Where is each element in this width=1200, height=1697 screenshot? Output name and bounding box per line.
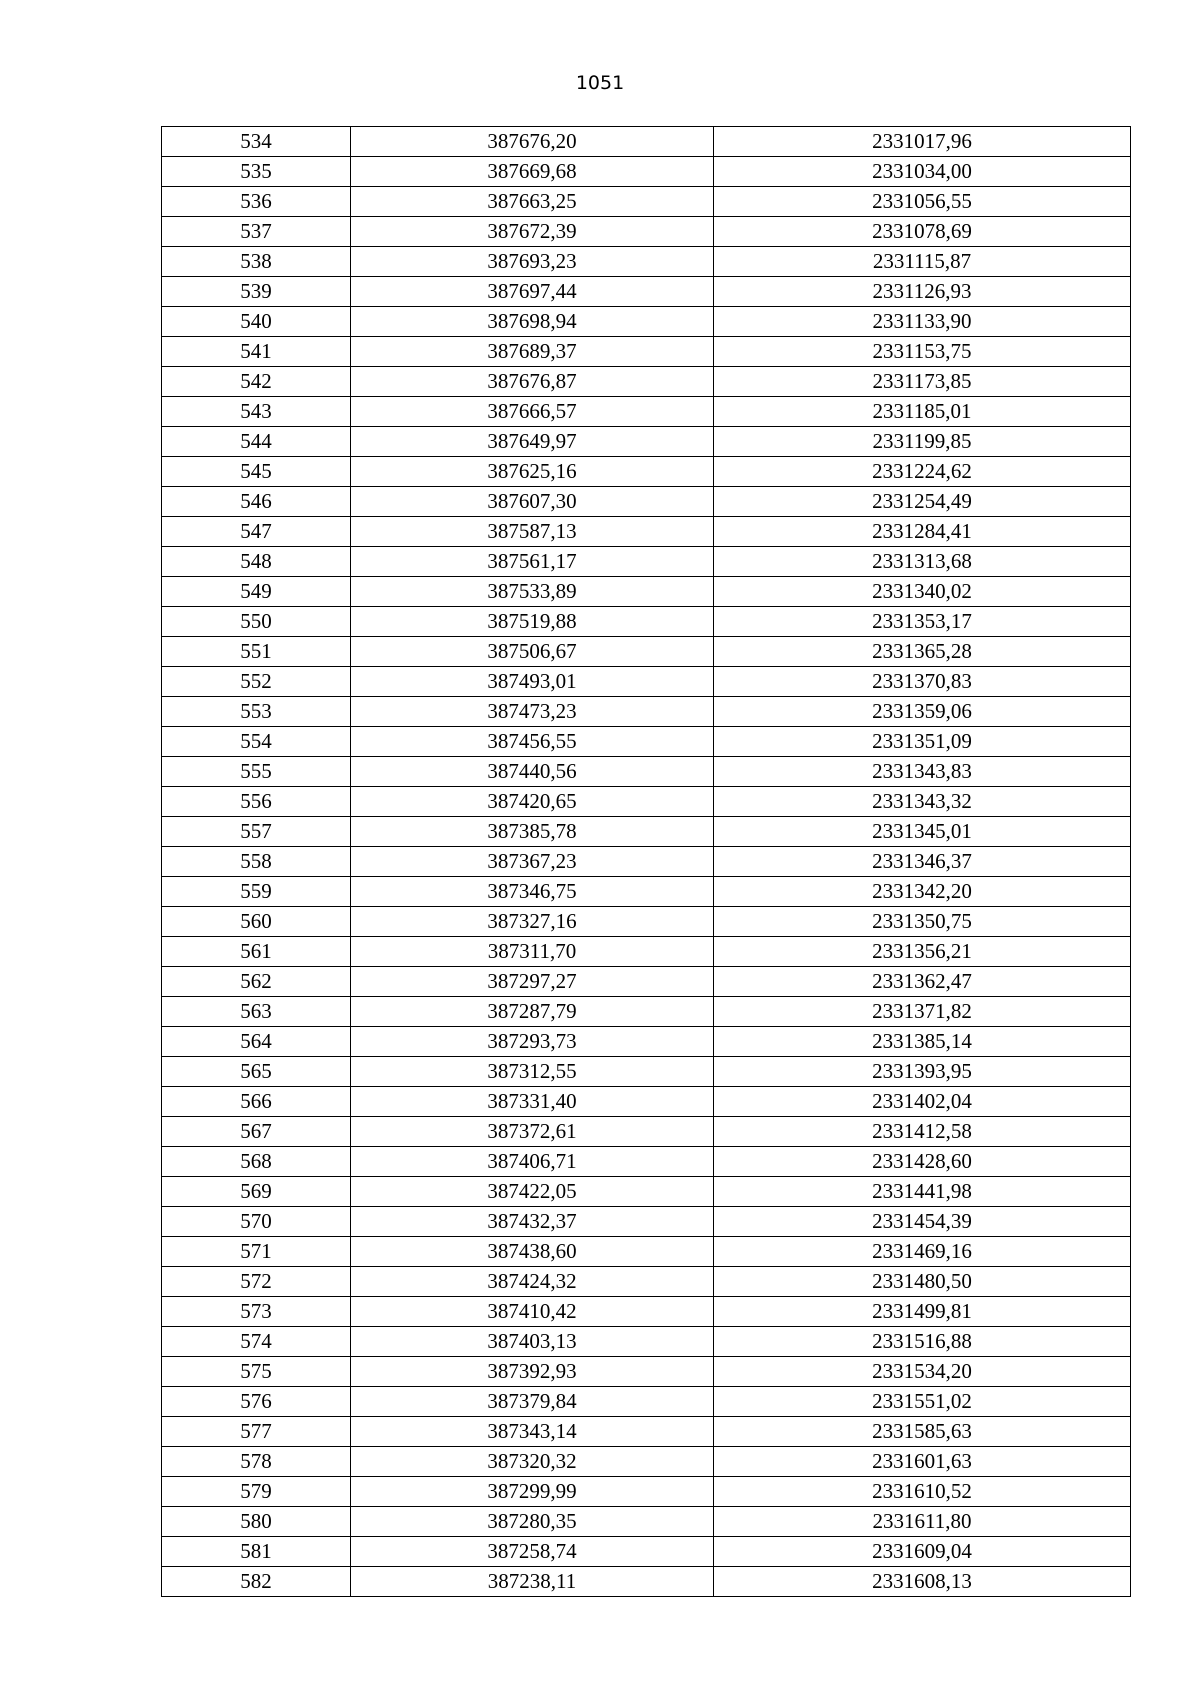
x-coordinate-cell: 387320,32	[351, 1447, 714, 1477]
table-row	[162, 997, 1131, 1027]
y-coordinate-cell: 2331034,00	[714, 157, 1131, 187]
table-row	[162, 937, 1131, 967]
x-coordinate-cell: 387293,73	[351, 1027, 714, 1057]
table-row	[162, 1507, 1131, 1537]
table-row	[162, 1387, 1131, 1417]
x-coordinate-cell: 387343,14	[351, 1417, 714, 1447]
x-coordinate-cell: 387676,20	[351, 127, 714, 157]
table-row	[162, 1267, 1131, 1297]
x-coordinate-cell: 387406,71	[351, 1147, 714, 1177]
point-number-cell: 561	[162, 937, 351, 967]
y-coordinate-cell: 2331342,20	[714, 877, 1131, 907]
table-row	[162, 1147, 1131, 1177]
point-number-cell: 548	[162, 547, 351, 577]
point-number-cell: 540	[162, 307, 351, 337]
y-coordinate-cell: 2331115,87	[714, 247, 1131, 277]
point-number-cell: 562	[162, 967, 351, 997]
point-number-cell: 581	[162, 1537, 351, 1567]
y-coordinate-cell: 2331056,55	[714, 187, 1131, 217]
y-coordinate-cell: 2331385,14	[714, 1027, 1131, 1057]
point-number-cell: 555	[162, 757, 351, 787]
y-coordinate-cell: 2331313,68	[714, 547, 1131, 577]
table-row	[162, 1567, 1131, 1597]
y-coordinate-cell: 2331284,41	[714, 517, 1131, 547]
table-row	[162, 637, 1131, 667]
x-coordinate-cell: 387625,16	[351, 457, 714, 487]
y-coordinate-cell: 2331428,60	[714, 1147, 1131, 1177]
point-number-cell: 556	[162, 787, 351, 817]
y-coordinate-cell: 2331393,95	[714, 1057, 1131, 1087]
y-coordinate-cell: 2331078,69	[714, 217, 1131, 247]
coordinates-table	[161, 126, 1131, 1597]
table-row	[162, 1477, 1131, 1507]
table-row	[162, 1417, 1131, 1447]
x-coordinate-cell: 387456,55	[351, 727, 714, 757]
x-coordinate-cell: 387438,60	[351, 1237, 714, 1267]
table-row	[162, 1027, 1131, 1057]
y-coordinate-cell: 2331611,80	[714, 1507, 1131, 1537]
point-number-cell: 537	[162, 217, 351, 247]
point-number-cell: 565	[162, 1057, 351, 1087]
point-number-cell: 542	[162, 367, 351, 397]
point-number-cell: 577	[162, 1417, 351, 1447]
table-row	[162, 397, 1131, 427]
y-coordinate-cell: 2331346,37	[714, 847, 1131, 877]
table-row	[162, 1537, 1131, 1567]
table-row	[162, 217, 1131, 247]
y-coordinate-cell: 2331351,09	[714, 727, 1131, 757]
y-coordinate-cell: 2331469,16	[714, 1237, 1131, 1267]
x-coordinate-cell: 387258,74	[351, 1537, 714, 1567]
table-row	[162, 667, 1131, 697]
point-number-cell: 579	[162, 1477, 351, 1507]
table-row	[162, 727, 1131, 757]
y-coordinate-cell: 2331224,62	[714, 457, 1131, 487]
point-number-cell: 549	[162, 577, 351, 607]
x-coordinate-cell: 387410,42	[351, 1297, 714, 1327]
x-coordinate-cell: 387697,44	[351, 277, 714, 307]
table-row	[162, 427, 1131, 457]
x-coordinate-cell: 387424,32	[351, 1267, 714, 1297]
y-coordinate-cell: 2331359,06	[714, 697, 1131, 727]
y-coordinate-cell: 2331173,85	[714, 367, 1131, 397]
point-number-cell: 552	[162, 667, 351, 697]
table-row	[162, 1117, 1131, 1147]
point-number-cell: 558	[162, 847, 351, 877]
point-number-cell: 571	[162, 1237, 351, 1267]
point-number-cell: 563	[162, 997, 351, 1027]
table-row	[162, 1357, 1131, 1387]
y-coordinate-cell: 2331609,04	[714, 1537, 1131, 1567]
y-coordinate-cell: 2331370,83	[714, 667, 1131, 697]
table-row	[162, 787, 1131, 817]
point-number-cell: 578	[162, 1447, 351, 1477]
x-coordinate-cell: 387666,57	[351, 397, 714, 427]
y-coordinate-cell: 2331353,17	[714, 607, 1131, 637]
x-coordinate-cell: 387689,37	[351, 337, 714, 367]
y-coordinate-cell: 2331254,49	[714, 487, 1131, 517]
y-coordinate-cell: 2331499,81	[714, 1297, 1131, 1327]
x-coordinate-cell: 387367,23	[351, 847, 714, 877]
y-coordinate-cell: 2331608,13	[714, 1567, 1131, 1597]
x-coordinate-cell: 387372,61	[351, 1117, 714, 1147]
x-coordinate-cell: 387312,55	[351, 1057, 714, 1087]
table-row	[162, 157, 1131, 187]
point-number-cell: 543	[162, 397, 351, 427]
y-coordinate-cell: 2331402,04	[714, 1087, 1131, 1117]
table-row	[162, 817, 1131, 847]
table-row	[162, 907, 1131, 937]
y-coordinate-cell: 2331610,52	[714, 1477, 1131, 1507]
table-row	[162, 1207, 1131, 1237]
x-coordinate-cell: 387392,93	[351, 1357, 714, 1387]
y-coordinate-cell: 2331343,83	[714, 757, 1131, 787]
y-coordinate-cell: 2331516,88	[714, 1327, 1131, 1357]
table-row	[162, 1177, 1131, 1207]
x-coordinate-cell: 387440,56	[351, 757, 714, 787]
x-coordinate-cell: 387519,88	[351, 607, 714, 637]
point-number-cell: 538	[162, 247, 351, 277]
y-coordinate-cell: 2331480,50	[714, 1267, 1131, 1297]
y-coordinate-cell: 2331441,98	[714, 1177, 1131, 1207]
x-coordinate-cell: 387327,16	[351, 907, 714, 937]
point-number-cell: 551	[162, 637, 351, 667]
y-coordinate-cell: 2331153,75	[714, 337, 1131, 367]
x-coordinate-cell: 387297,27	[351, 967, 714, 997]
table-row	[162, 487, 1131, 517]
table-row	[162, 697, 1131, 727]
x-coordinate-cell: 387607,30	[351, 487, 714, 517]
point-number-cell: 566	[162, 1087, 351, 1117]
x-coordinate-cell: 387473,23	[351, 697, 714, 727]
x-coordinate-cell: 387493,01	[351, 667, 714, 697]
point-number-cell: 545	[162, 457, 351, 487]
x-coordinate-cell: 387506,67	[351, 637, 714, 667]
y-coordinate-cell: 2331126,93	[714, 277, 1131, 307]
point-number-cell: 570	[162, 1207, 351, 1237]
point-number-cell: 582	[162, 1567, 351, 1597]
table-row	[162, 277, 1131, 307]
table-row	[162, 1327, 1131, 1357]
point-number-cell: 534	[162, 127, 351, 157]
x-coordinate-cell: 387533,89	[351, 577, 714, 607]
point-number-cell: 575	[162, 1357, 351, 1387]
y-coordinate-cell: 2331412,58	[714, 1117, 1131, 1147]
coordinates-table-body	[162, 127, 1131, 1597]
table-row	[162, 1057, 1131, 1087]
y-coordinate-cell: 2331454,39	[714, 1207, 1131, 1237]
y-coordinate-cell: 2331371,82	[714, 997, 1131, 1027]
y-coordinate-cell: 2331534,20	[714, 1357, 1131, 1387]
x-coordinate-cell: 387669,68	[351, 157, 714, 187]
y-coordinate-cell: 2331133,90	[714, 307, 1131, 337]
table-row	[162, 607, 1131, 637]
point-number-cell: 541	[162, 337, 351, 367]
point-number-cell: 553	[162, 697, 351, 727]
table-row	[162, 877, 1131, 907]
x-coordinate-cell: 387299,99	[351, 1477, 714, 1507]
point-number-cell: 535	[162, 157, 351, 187]
table-row	[162, 247, 1131, 277]
table-row	[162, 757, 1131, 787]
x-coordinate-cell: 387649,97	[351, 427, 714, 457]
point-number-cell: 573	[162, 1297, 351, 1327]
y-coordinate-cell: 2331585,63	[714, 1417, 1131, 1447]
point-number-cell: 559	[162, 877, 351, 907]
x-coordinate-cell: 387676,87	[351, 367, 714, 397]
point-number-cell: 567	[162, 1117, 351, 1147]
point-number-cell: 564	[162, 1027, 351, 1057]
x-coordinate-cell: 387238,11	[351, 1567, 714, 1597]
point-number-cell: 580	[162, 1507, 351, 1537]
table-row	[162, 517, 1131, 547]
x-coordinate-cell: 387422,05	[351, 1177, 714, 1207]
table-row	[162, 307, 1131, 337]
x-coordinate-cell: 387698,94	[351, 307, 714, 337]
point-number-cell: 569	[162, 1177, 351, 1207]
x-coordinate-cell: 387379,84	[351, 1387, 714, 1417]
y-coordinate-cell: 2331350,75	[714, 907, 1131, 937]
point-number-cell: 576	[162, 1387, 351, 1417]
y-coordinate-cell: 2331345,01	[714, 817, 1131, 847]
table-row	[162, 1297, 1131, 1327]
table-row	[162, 127, 1131, 157]
point-number-cell: 557	[162, 817, 351, 847]
y-coordinate-cell: 2331017,96	[714, 127, 1131, 157]
table-row	[162, 1447, 1131, 1477]
x-coordinate-cell: 387331,40	[351, 1087, 714, 1117]
y-coordinate-cell: 2331340,02	[714, 577, 1131, 607]
x-coordinate-cell: 387311,70	[351, 937, 714, 967]
page-number: 1051	[575, 72, 625, 94]
point-number-cell: 547	[162, 517, 351, 547]
y-coordinate-cell: 2331551,02	[714, 1387, 1131, 1417]
x-coordinate-cell: 387403,13	[351, 1327, 714, 1357]
x-coordinate-cell: 387693,23	[351, 247, 714, 277]
table-row	[162, 337, 1131, 367]
y-coordinate-cell: 2331185,01	[714, 397, 1131, 427]
table-row	[162, 577, 1131, 607]
x-coordinate-cell: 387346,75	[351, 877, 714, 907]
y-coordinate-cell: 2331601,63	[714, 1447, 1131, 1477]
point-number-cell: 560	[162, 907, 351, 937]
point-number-cell: 568	[162, 1147, 351, 1177]
x-coordinate-cell: 387280,35	[351, 1507, 714, 1537]
table-row	[162, 457, 1131, 487]
table-row	[162, 367, 1131, 397]
x-coordinate-cell: 387385,78	[351, 817, 714, 847]
table-row	[162, 547, 1131, 577]
table-row	[162, 847, 1131, 877]
table-row	[162, 187, 1131, 217]
point-number-cell: 546	[162, 487, 351, 517]
table-row	[162, 1237, 1131, 1267]
table-row	[162, 967, 1131, 997]
point-number-cell: 544	[162, 427, 351, 457]
x-coordinate-cell: 387420,65	[351, 787, 714, 817]
x-coordinate-cell: 387287,79	[351, 997, 714, 1027]
x-coordinate-cell: 387672,39	[351, 217, 714, 247]
table-row	[162, 1087, 1131, 1117]
y-coordinate-cell: 2331365,28	[714, 637, 1131, 667]
point-number-cell: 572	[162, 1267, 351, 1297]
y-coordinate-cell: 2331362,47	[714, 967, 1131, 997]
x-coordinate-cell: 387663,25	[351, 187, 714, 217]
x-coordinate-cell: 387432,37	[351, 1207, 714, 1237]
point-number-cell: 536	[162, 187, 351, 217]
point-number-cell: 550	[162, 607, 351, 637]
point-number-cell: 554	[162, 727, 351, 757]
x-coordinate-cell: 387587,13	[351, 517, 714, 547]
y-coordinate-cell: 2331343,32	[714, 787, 1131, 817]
y-coordinate-cell: 2331356,21	[714, 937, 1131, 967]
point-number-cell: 574	[162, 1327, 351, 1357]
y-coordinate-cell: 2331199,85	[714, 427, 1131, 457]
point-number-cell: 539	[162, 277, 351, 307]
x-coordinate-cell: 387561,17	[351, 547, 714, 577]
